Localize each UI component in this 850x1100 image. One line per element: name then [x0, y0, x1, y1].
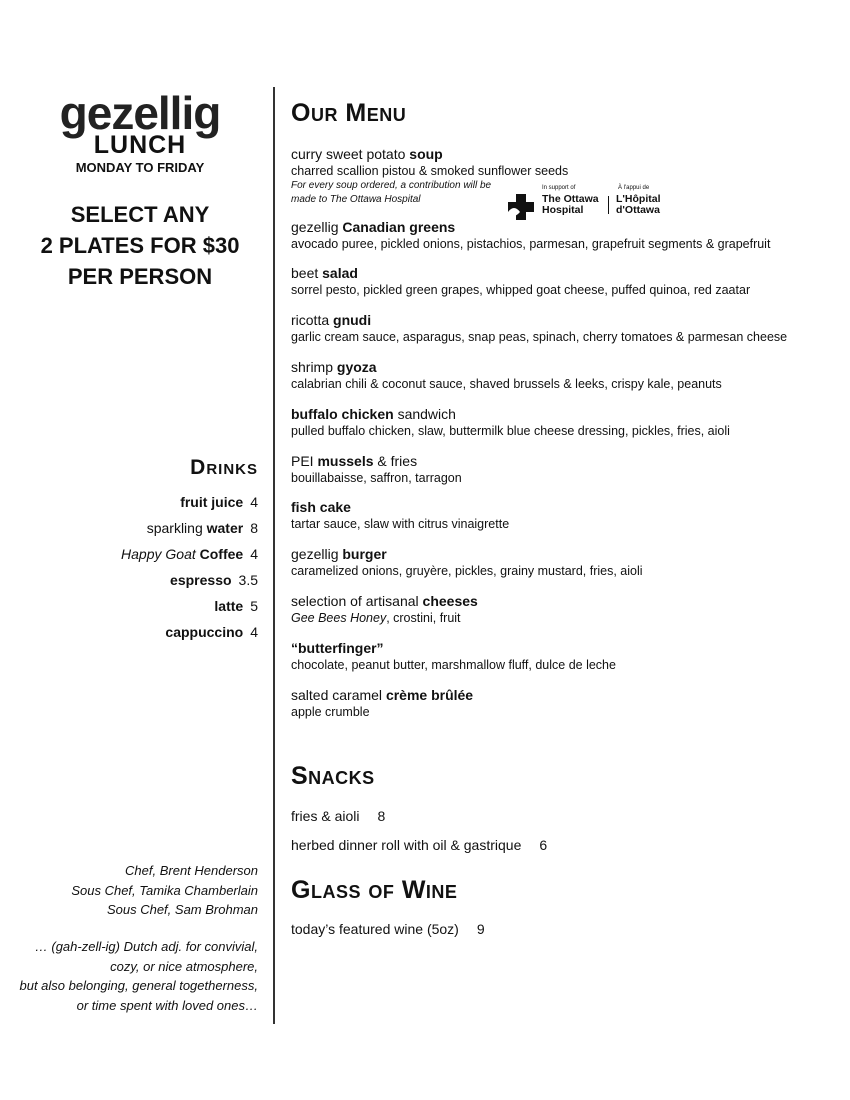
definition-line: cozy, or nice atmosphere, [110, 958, 258, 974]
snack-price: 6 [539, 837, 548, 853]
drink-price: 8 [250, 520, 258, 536]
menu-item [291, 452, 462, 487]
credit-line: Chef, Brent Henderson [125, 863, 258, 878]
menu-item-name: “butterfinger” [291, 640, 384, 656]
menu-item-name: buffalo chicken sandwich [291, 406, 456, 422]
menu-item [291, 405, 730, 440]
menu-item [291, 264, 750, 299]
menu-item-name: beet salad [291, 265, 358, 281]
menu-item-name: fish cake [291, 499, 351, 515]
menu-item-desc: avocado puree, pickled onions, pistachios, parmesan, grapefruit segments & grapefruit [291, 237, 771, 251]
menu-item-desc: Gee Bees Honey, crostini, fruit [291, 611, 461, 625]
wine-heading: Glass of Wine [291, 876, 458, 904]
menu-item-name: salted caramel crème brûlée [291, 687, 474, 703]
menu-item [291, 358, 722, 393]
snacks-heading: Snacks [291, 762, 375, 790]
menu-item-desc: tartar sauce, slaw with citrus vinaigrette [291, 517, 510, 531]
menu-item-desc: caramelized onions, gruyère, pickles, grainy mustard, fries, aioli [291, 564, 643, 578]
chef-credits [71, 861, 258, 920]
wine-price: 9 [476, 921, 485, 937]
logo-divider [608, 196, 609, 214]
drink-price: 4 [250, 546, 258, 562]
wine-item: today’s featured wine (5oz) 9 [291, 921, 485, 937]
drink-item: cappuccino 4 [165, 624, 258, 640]
deal-line: SELECT ANY [70, 202, 210, 227]
lunch-deal [0, 199, 280, 292]
drink-price: 3.5 [238, 572, 258, 588]
menu-item-name: curry sweet potato soup [291, 146, 443, 162]
menu-item-desc: bouillabaisse, saffron, tarragon [291, 471, 462, 485]
definition-line: but also belonging, general togetherness, [19, 978, 258, 993]
drink-item: espresso 3.5 [170, 572, 258, 588]
menu-item [291, 218, 770, 253]
drinks-list [121, 493, 258, 649]
snack-price: 8 [377, 808, 386, 824]
menu-item-desc: sorrel pesto, pickled green grapes, whipped goat cheese, puffed quinoa, red zaatar [291, 283, 751, 297]
drink-item: fruit juice 4 [180, 494, 258, 510]
snack-item: fries & aioli 8 [291, 808, 386, 824]
gezellig-definition [19, 937, 258, 1015]
menu-item [291, 498, 509, 533]
definition-line: … (gah-zell-ig) Dutch adj. for convivial, [34, 939, 258, 954]
drink-price: 4 [250, 494, 258, 510]
restaurant-logo: gezellig [59, 87, 221, 139]
drink-item: latte 5 [214, 598, 258, 614]
soup-donation-note: For every soup ordered, a contribution will be made to The Ottawa Hospital [291, 180, 492, 205]
menu-item [291, 145, 568, 180]
menu-heading: Our Menu [291, 99, 407, 127]
menu-item-desc: apple crumble [291, 705, 370, 719]
menu-item-name: gezellig Canadian greens [291, 219, 456, 235]
snack-item: herbed dinner roll with oil & gastrique 6 [291, 837, 548, 853]
menu-item [291, 311, 787, 346]
definition-line: or time spent with loved ones… [76, 997, 258, 1013]
ottawa-hospital-logo: In support of À l'appui de The Ottawa Hospital L'Hôpital d'Ottawa [506, 184, 676, 220]
drink-price: 4 [250, 624, 258, 640]
credit-line: Sous Chef, Sam Brohman [106, 902, 258, 917]
menu-item [291, 639, 616, 674]
meal-days: MONDAY TO FRIDAY [75, 160, 205, 175]
menu-item-desc: calabrian chili & coconut sauce, shaved brussels & leeks, crispy kale, peanuts [291, 377, 722, 391]
menu-item-name: ricotta gnudi [291, 312, 372, 328]
deal-line: 2 PLATES FOR $30 [40, 233, 240, 258]
credit-line: Sous Chef, Tamika Chamberlain [71, 882, 258, 898]
menu-item-desc: garlic cream sauce, asparagus, snap peas, spinach, cherry tomatoes & parmesan cheese [291, 330, 788, 344]
menu-item-name: gezellig burger [291, 546, 387, 562]
menu-item-desc: pulled buffalo chicken, slaw, buttermilk blue cheese dressing, pickles, fries, aioli [291, 424, 730, 438]
menu-item [291, 686, 473, 721]
drinks-heading: Drinks [190, 456, 258, 479]
menu-item-name: PEI mussels & fries [291, 453, 418, 469]
meal-title: LUNCH [93, 131, 187, 159]
menu-item [291, 592, 478, 627]
menu-item-name: selection of artisanal cheeses [291, 593, 478, 609]
deal-line: PER PERSON [67, 264, 213, 289]
menu-item-desc: charred scallion pistou & smoked sunflower seeds [291, 164, 569, 178]
drink-item: sparkling water 8 [146, 520, 258, 536]
drink-price: 5 [250, 598, 258, 614]
menu-item-desc: chocolate, peanut butter, marshmallow fluff, dulce de leche [291, 658, 616, 672]
menu-item [291, 545, 643, 580]
drink-item: Happy Goat Coffee 4 [121, 546, 258, 562]
menu-item-name: shrimp gyoza [291, 359, 377, 375]
